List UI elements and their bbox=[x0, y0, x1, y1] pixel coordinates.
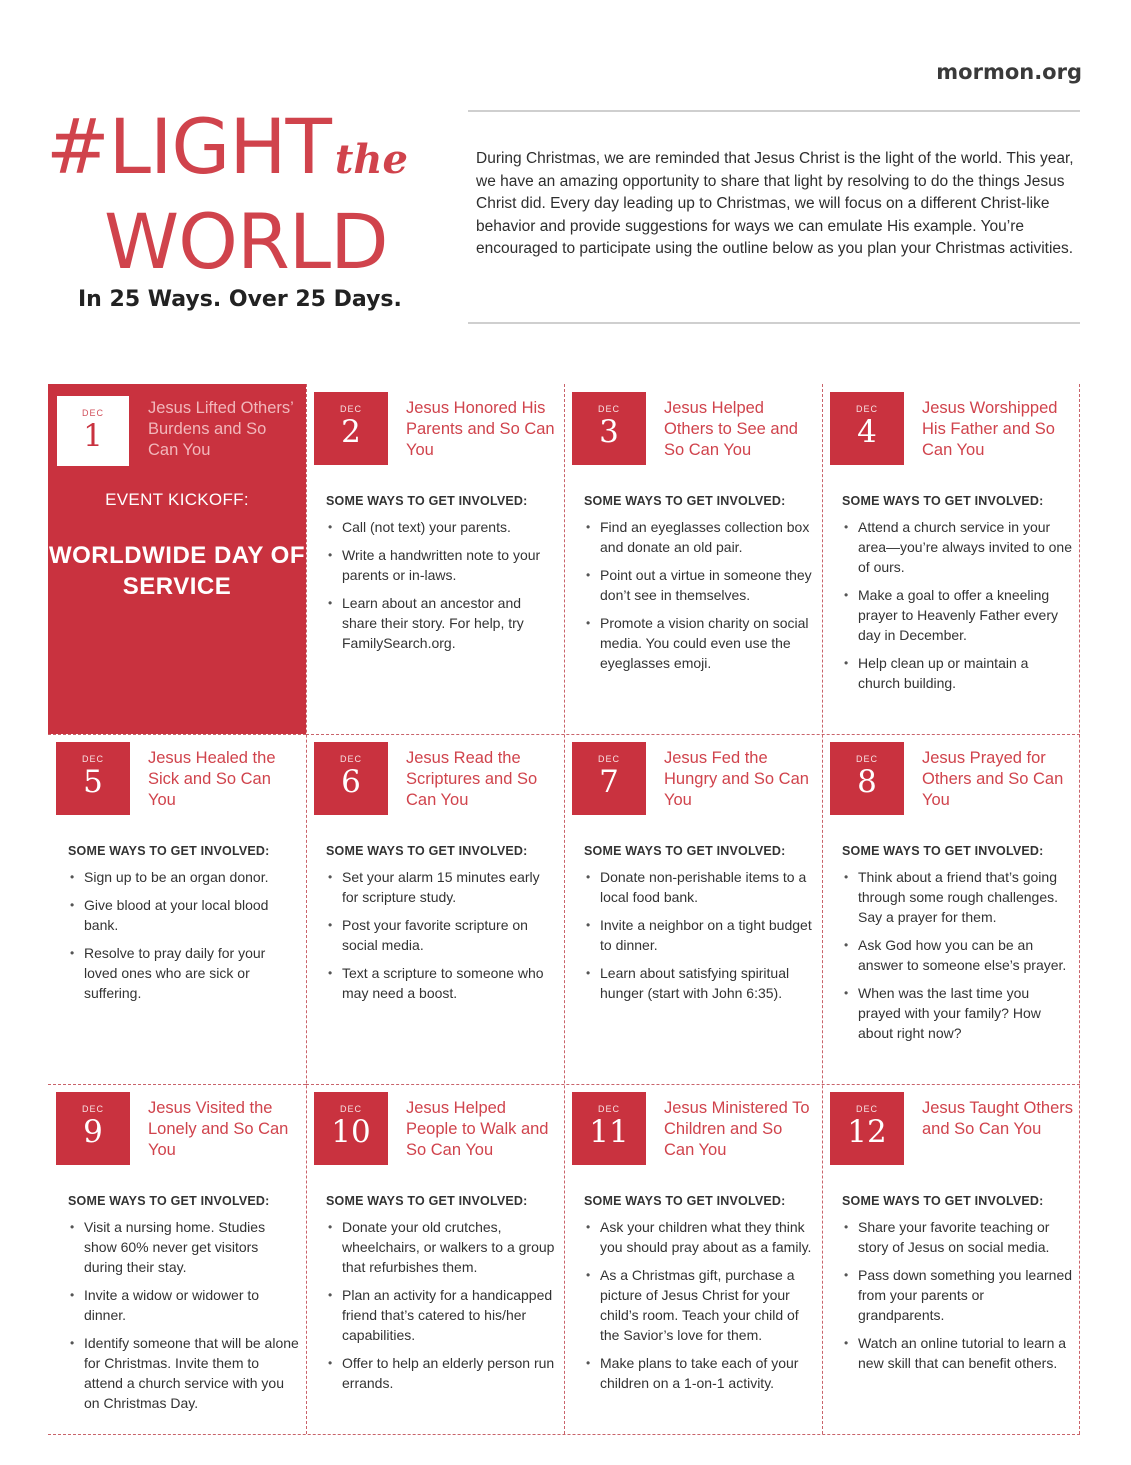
badge-day-number: 3 bbox=[599, 414, 619, 450]
calendar-grid bbox=[48, 384, 1080, 1436]
badge-day-number: 11 bbox=[589, 1114, 629, 1150]
column-divider bbox=[564, 384, 565, 1434]
suggestion-item: • Set your alarm 15 minutes early for scripture study. bbox=[326, 867, 558, 907]
column-divider bbox=[306, 384, 307, 1434]
ways-to-get-involved-heading: SOME WAYS TO GET INVOLVED: bbox=[326, 844, 528, 858]
day-card-5 bbox=[48, 734, 306, 1084]
suggestion-item: • As a Christmas gift, purchase a picture of Jesus Christ for your child’s room. Teach your child of the Savior’s love for them. bbox=[584, 1265, 816, 1345]
ways-to-get-involved-heading: SOME WAYS TO GET INVOLVED: bbox=[584, 1194, 786, 1208]
day-title: Jesus Fed the Hungry and So Can You bbox=[664, 749, 809, 809]
badge-month: DEC bbox=[597, 754, 620, 764]
suggestion-item: • Promote a vision charity on social media. You could even use the eyeglasses emoji. bbox=[584, 613, 816, 673]
column-divider bbox=[822, 384, 823, 1434]
date-badge bbox=[572, 742, 646, 815]
day-card-9 bbox=[48, 1084, 306, 1434]
day-title: Jesus Read the Scriptures and So Can You bbox=[406, 749, 538, 809]
suggestion-list bbox=[584, 867, 816, 1011]
day-title: Jesus Helped Others to See and So Can You bbox=[664, 399, 798, 459]
badge-day-number: 6 bbox=[341, 764, 361, 800]
ways-to-get-involved-heading: SOME WAYS TO GET INVOLVED: bbox=[68, 844, 270, 858]
day-title: Jesus Prayed for Others and So Can You bbox=[922, 749, 1064, 809]
suggestion-item: • Ask your children what they think you should pray about as a family. bbox=[584, 1217, 816, 1257]
date-badge bbox=[57, 396, 129, 466]
suggestion-item: • Identify someone that will be alone for Christmas. Invite them to attend a church service with you on Christmas Day. bbox=[68, 1333, 300, 1413]
suggestion-list bbox=[326, 1217, 558, 1401]
suggestion-item: • Make a goal to offer a kneeling prayer to Heavenly Father every day in December. bbox=[842, 585, 1074, 645]
suggestion-item: • Help clean up or maintain a church building. bbox=[842, 653, 1074, 693]
suggestion-item: • Sign up to be an organ donor. bbox=[68, 867, 300, 887]
logo-light: #LIGHT bbox=[46, 102, 331, 191]
suggestion-item: • Invite a neighbor on a tight budget to dinner. bbox=[584, 915, 816, 955]
date-badge bbox=[572, 392, 646, 465]
suggestion-item: • Ask God how you can be an answer to someone else’s prayer. bbox=[842, 935, 1074, 975]
day-card-10 bbox=[306, 1084, 564, 1434]
suggestion-list bbox=[68, 867, 300, 1011]
ways-to-get-involved-heading: SOME WAYS TO GET INVOLVED: bbox=[326, 494, 528, 508]
day-card-4 bbox=[822, 384, 1080, 734]
row-divider bbox=[306, 1084, 1080, 1085]
suggestion-item: • Give blood at your local blood bank. bbox=[68, 895, 300, 935]
badge-day-number: 8 bbox=[857, 764, 877, 800]
suggestion-item: • Share your favorite teaching or story of Jesus on social media. bbox=[842, 1217, 1074, 1257]
date-badge bbox=[830, 742, 904, 815]
day-card-3 bbox=[564, 384, 822, 734]
suggestion-item: • Write a handwritten note to your parents or in-laws. bbox=[326, 545, 558, 585]
ways-to-get-involved-heading: SOME WAYS TO GET INVOLVED: bbox=[842, 494, 1044, 508]
suggestion-list bbox=[326, 517, 558, 661]
badge-month: DEC bbox=[339, 404, 362, 414]
suggestion-item: • Watch an online tutorial to learn a new skill that can benefit others. bbox=[842, 1333, 1074, 1373]
date-badge bbox=[830, 1092, 904, 1165]
day-title: Jesus Healed the Sick and So Can You bbox=[148, 749, 276, 809]
suggestion-item: • Post your favorite scripture on social media. bbox=[326, 915, 558, 955]
badge-month: DEC bbox=[855, 404, 878, 414]
badge-day-number: 9 bbox=[83, 1114, 103, 1150]
badge-day-number: 7 bbox=[599, 764, 619, 800]
day-title: Jesus Ministered To Children and So Can You bbox=[664, 1099, 810, 1159]
suggestion-list bbox=[584, 1217, 816, 1401]
badge-month: DEC bbox=[855, 754, 878, 764]
logo-the: the bbox=[334, 136, 408, 183]
row-divider bbox=[48, 1084, 306, 1085]
day-title: Jesus Taught Others and So Can You bbox=[922, 1099, 1074, 1138]
suggestion-list bbox=[584, 517, 816, 681]
day-card-1 bbox=[48, 384, 306, 734]
badge-month: DEC bbox=[855, 1104, 878, 1114]
date-badge bbox=[56, 742, 130, 815]
suggestion-list bbox=[842, 1217, 1074, 1381]
day-card-8 bbox=[822, 734, 1080, 1084]
badge-month: DEC bbox=[339, 1104, 362, 1114]
day-title: Jesus Helped People to Walk and So Can You bbox=[406, 1099, 549, 1159]
logo-world: WORLD bbox=[104, 197, 388, 286]
header-rule-top bbox=[468, 110, 1080, 112]
badge-day-number: 5 bbox=[83, 764, 103, 800]
column-divider bbox=[1079, 384, 1080, 1434]
suggestion-list bbox=[842, 867, 1074, 1051]
date-badge bbox=[314, 392, 388, 465]
suggestion-item: • Attend a church service in your area—you’re always invited to one of ours. bbox=[842, 517, 1074, 577]
suggestion-item: • Text a scripture to someone who may need a boost. bbox=[326, 963, 558, 1003]
suggestion-item: • Offer to help an elderly person run errands. bbox=[326, 1353, 558, 1393]
day-card-11 bbox=[564, 1084, 822, 1434]
suggestion-item: • Visit a nursing home. Studies show 60% never get visitors during their stay. bbox=[68, 1217, 300, 1277]
badge-month: DEC bbox=[81, 408, 104, 418]
ways-to-get-involved-heading: SOME WAYS TO GET INVOLVED: bbox=[842, 1194, 1044, 1208]
day-card-12 bbox=[822, 1084, 1080, 1434]
worldwide-day-of-service: WORLDWIDE DAY OF SERVICE bbox=[48, 542, 305, 600]
suggestion-item: • Point out a virtue in someone they don’t see in themselves. bbox=[584, 565, 816, 605]
badge-month: DEC bbox=[81, 754, 104, 764]
badge-day-number: 10 bbox=[331, 1114, 371, 1150]
suggestion-list bbox=[68, 1217, 300, 1421]
badge-day-number: 12 bbox=[847, 1114, 887, 1150]
suggestion-item: • Plan an activity for a handicapped friend that’s catered to his/her capabilities. bbox=[326, 1285, 558, 1345]
intro-paragraph: During Christmas, we are reminded that Jesus Christ is the light of the world. This year, we have an amazing opportunity to share that light by resolving to do the things Jesus Christ did. Every day leading up to Christmas, we will focus on a different Christ-like behavior and provide suggestions for ways we can emulate His example. You’re encouraged to participate using the outline below as you plan your Christmas activities. bbox=[476, 150, 1074, 257]
badge-day-number: 2 bbox=[341, 414, 361, 450]
suggestion-item: • Resolve to pray daily for your loved ones who are sick or suffering. bbox=[68, 943, 300, 1003]
ways-to-get-involved-heading: SOME WAYS TO GET INVOLVED: bbox=[326, 1194, 528, 1208]
badge-month: DEC bbox=[597, 404, 620, 414]
badge-day-number: 1 bbox=[83, 418, 103, 454]
tagline: In 25 Ways. Over 25 Days. bbox=[78, 287, 402, 312]
suggestion-item: • Call (not text) your parents. bbox=[326, 517, 558, 537]
suggestion-list bbox=[326, 867, 558, 1011]
date-badge bbox=[56, 1092, 130, 1165]
suggestion-list bbox=[842, 517, 1074, 701]
suggestion-item: • Learn about an ancestor and share their story. For help, try FamilySearch.org. bbox=[326, 593, 558, 653]
badge-month: DEC bbox=[81, 1104, 104, 1114]
suggestion-item: • Make plans to take each of your children on a 1-on-1 activity. bbox=[584, 1353, 816, 1393]
suggestion-item: • Think about a friend that’s going through some rough challenges. Say a prayer for them. bbox=[842, 867, 1074, 927]
ways-to-get-involved-heading: SOME WAYS TO GET INVOLVED: bbox=[842, 844, 1044, 858]
day-title: Jesus Lifted Others’ Burdens and So Can You bbox=[148, 399, 294, 459]
day-title: Jesus Honored His Parents and So Can You bbox=[406, 399, 555, 459]
event-kickoff-label: EVENT KICKOFF: bbox=[105, 490, 249, 509]
day-card-2 bbox=[306, 384, 564, 734]
day-title: Jesus Visited the Lonely and So Can You bbox=[148, 1099, 289, 1159]
suggestion-item: • Donate non-perishable items to a local food bank. bbox=[584, 867, 816, 907]
badge-day-number: 4 bbox=[857, 414, 877, 450]
date-badge bbox=[572, 1092, 646, 1165]
row-divider bbox=[48, 734, 306, 735]
date-badge bbox=[314, 742, 388, 815]
suggestion-item: • Learn about satisfying spiritual hunger (start with John 6:35). bbox=[584, 963, 816, 1003]
date-badge bbox=[830, 392, 904, 465]
date-badge bbox=[314, 1092, 388, 1165]
day-card-6 bbox=[306, 734, 564, 1084]
ways-to-get-involved-heading: SOME WAYS TO GET INVOLVED: bbox=[68, 1194, 270, 1208]
badge-month: DEC bbox=[597, 1104, 620, 1114]
light-the-world-logo bbox=[46, 102, 446, 286]
suggestion-item: • Find an eyeglasses collection box and donate an old pair. bbox=[584, 517, 816, 557]
row-divider bbox=[48, 1434, 1080, 1435]
badge-month: DEC bbox=[339, 754, 362, 764]
row-divider bbox=[306, 734, 1080, 735]
day-title: Jesus Worshipped His Father and So Can You bbox=[922, 399, 1058, 459]
header-rule-bottom bbox=[468, 322, 1080, 324]
suggestion-item: • Pass down something you learned from your parents or grandparents. bbox=[842, 1265, 1074, 1325]
ways-to-get-involved-heading: SOME WAYS TO GET INVOLVED: bbox=[584, 494, 786, 508]
site-url: mormon.org bbox=[936, 60, 1082, 84]
day-card-7 bbox=[564, 734, 822, 1084]
suggestion-item: • When was the last time you prayed with your family? How about right now? bbox=[842, 983, 1074, 1043]
suggestion-item: • Invite a widow or widower to dinner. bbox=[68, 1285, 300, 1325]
suggestion-item: • Donate your old crutches, wheelchairs, or walkers to a group that refurbishes them. bbox=[326, 1217, 558, 1277]
ways-to-get-involved-heading: SOME WAYS TO GET INVOLVED: bbox=[584, 844, 786, 858]
